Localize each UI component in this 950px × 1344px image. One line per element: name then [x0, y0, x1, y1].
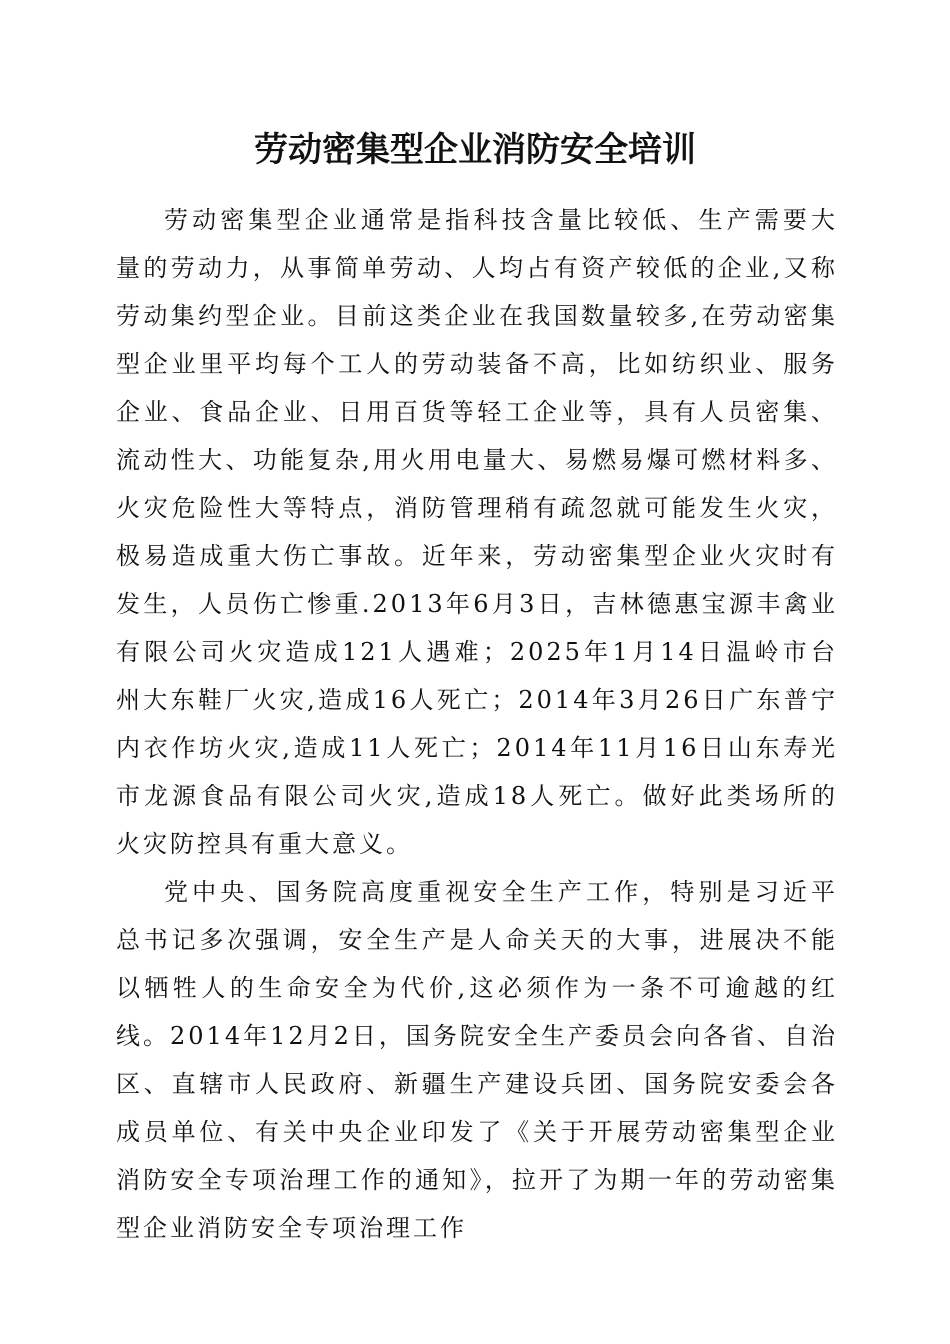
document-title: 劳动密集型企业消防安全培训	[254, 130, 696, 170]
document-body	[116, 196, 838, 1252]
paragraph-1: 劳动密集型企业通常是指科技含量比较低、生产需要大量的劳动力，从事简单劳动、人均占有资产较低的企业,又称劳动集约型企业。目前这类企业在我国数量较多,在劳动密集型企业里平均每个工人的劳动装备不高，比如纺织业、服务企业、食品企业、日用百货等轻工企业等，具有人员密集、流动性大、功能复杂,用火用电量大、易燃易爆可燃材料多、火灾危险性大等特点，消防管理稍有疏忽就可能发生火灾，极易造成重大伤亡事故。近年来，劳动密集型企业火灾时有发生，人员伤亡惨重.2013年6月3日，吉林德惠宝源丰禽业有限公司火灾造成121人遇难；2025年1月14日温岭市台州大东鞋厂火灾,造成16人死亡；2014年3月26日广东普宁内衣作坊火灾,造成11人死亡；2014年11月16日山东寿光市龙源食品有限公司火灾,造成18人死亡。做好此类场所的火灾防控具有重大意义。	[116, 206, 838, 858]
paragraph-2: 党中央、国务院高度重视安全生产工作，特别是习近平总书记多次强调，安全生产是人命关天的大事，进展决不能以牺牲人的生命安全为代价,这必须作为一条不可逾越的红线。2014年12月2日，国务院安全生产委员会向各省、自治区、直辖市人民政府、新疆生产建设兵团、国务院安委会各成员单位、有关中央企业印发了《关于开展劳动密集型企业消防安全专项治理工作的通知》，拉开了为期一年的劳动密集型企业消防安全专项治理工作	[116, 878, 838, 1242]
